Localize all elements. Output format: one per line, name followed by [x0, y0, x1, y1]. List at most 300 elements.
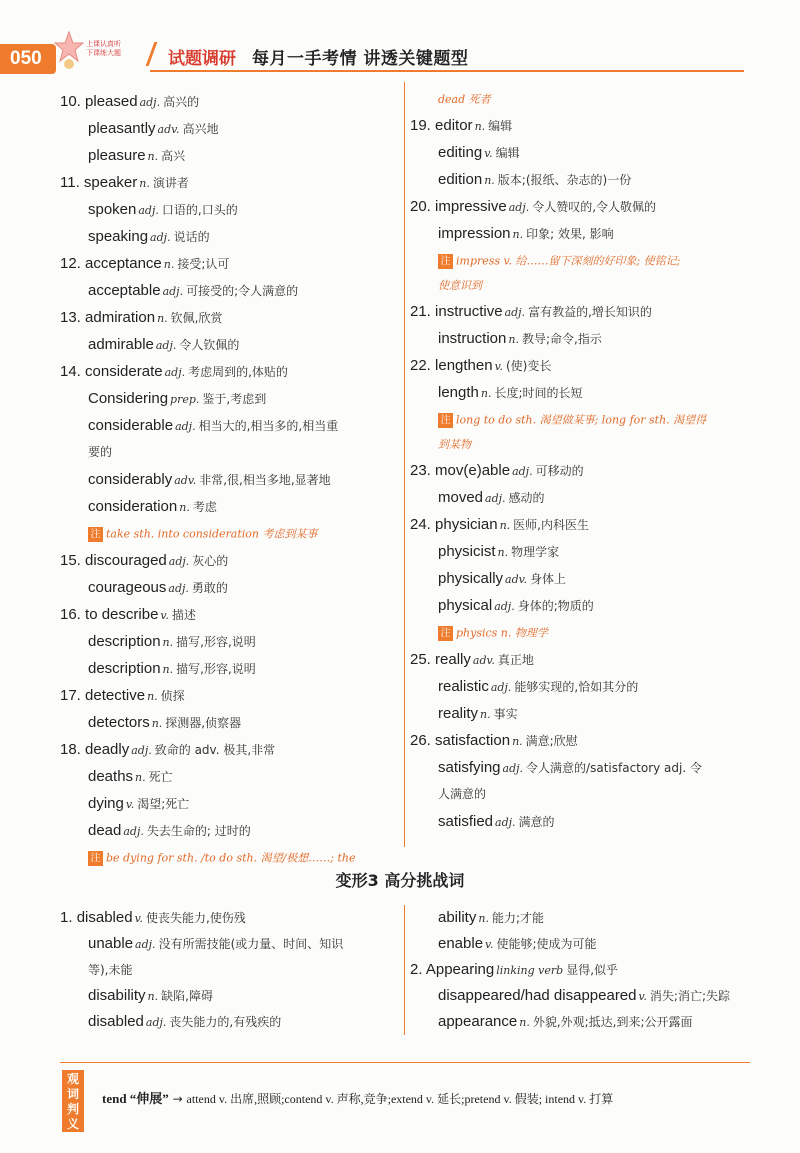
vocab-word: ability: [438, 909, 477, 926]
entry-line: [60, 385, 400, 412]
part-of-speech: linking verb: [496, 964, 564, 977]
right-column: [410, 88, 770, 835]
part-of-speech: n.: [480, 387, 492, 400]
part-of-speech: n.: [139, 177, 150, 190]
part-of-speech: v.: [638, 990, 647, 1003]
entry-line: [410, 457, 770, 484]
vocab-word: pleased: [85, 93, 138, 110]
vocab-word: to describe: [85, 606, 159, 623]
note-text: be dying for sth. /to do sth. 渴望/极想……; the: [106, 851, 356, 865]
entry-line: [410, 565, 770, 592]
usage-note-continued: 使意识到: [438, 279, 482, 292]
note-text: impress v. 给……留下深刻的好印象; 使铭记;: [456, 254, 681, 268]
part-of-speech: v.: [125, 798, 135, 811]
usage-note: [60, 520, 400, 547]
column-divider: [404, 82, 405, 847]
definition: 版本;(报纸、杂志的)一份: [497, 173, 632, 187]
entry-line: [60, 142, 400, 169]
vocab-word: disabled: [88, 1013, 144, 1030]
usage-note-continued: dead 死者: [438, 93, 491, 106]
footer-derivations: attend v. 出席,照顾;contend v. 声称,竞争;extend v. 延长;pretend v. 假装; intend v. 打算: [186, 1092, 614, 1106]
vocab-entry: [60, 905, 400, 1035]
part-of-speech: adj.: [164, 366, 186, 379]
entry-number: 22.: [410, 357, 436, 374]
definition: 能够实现的,恰如其分的: [514, 680, 639, 694]
footer-root: tend “伸展”: [102, 1091, 169, 1106]
vocab-word: speaking: [88, 228, 149, 245]
entry-line: [410, 754, 770, 781]
definition: 相当大的,相当多的,相当重: [198, 419, 339, 433]
vocab-entry: [60, 601, 400, 682]
definition: 事实: [493, 707, 518, 721]
vocab-word: length: [438, 384, 479, 401]
entry-line: [60, 169, 400, 196]
vocab-word: pleasantly: [88, 120, 156, 137]
part-of-speech: n.: [147, 990, 159, 1003]
part-of-speech: n.: [478, 912, 489, 925]
definition: 非常,很,相当多地,显著地: [199, 473, 331, 487]
vocab-word: reality: [438, 705, 479, 722]
vocab-word: acceptable: [88, 282, 161, 299]
definition: 钦佩,欣赏: [170, 311, 223, 325]
entry-line: [410, 538, 770, 565]
entry-line: [60, 277, 400, 304]
definition: 演讲者: [152, 176, 189, 190]
vocab-entry: [410, 727, 770, 835]
vocab-word: dying: [88, 795, 124, 812]
definition: 长度;时间的长短: [494, 386, 583, 400]
footer-text: [102, 1088, 613, 1107]
vocab-entry: [60, 304, 400, 358]
part-of-speech: v.: [160, 609, 169, 622]
entry-number: 20.: [410, 198, 436, 215]
part-of-speech: n.: [497, 546, 509, 559]
definition: 编辑: [488, 119, 513, 133]
definition: 可移动的: [535, 464, 584, 478]
entry-line: [60, 709, 400, 736]
entry-line: [410, 325, 770, 352]
entry-line: [410, 931, 770, 957]
definition: 真正地: [497, 653, 534, 667]
definition: 探测器,侦察器: [165, 716, 242, 730]
vocab-entry: [410, 352, 770, 457]
vocab-word: description: [88, 660, 161, 677]
entry-line: [60, 250, 400, 277]
entry-line: [60, 601, 400, 628]
vocab-entry: [410, 905, 770, 1035]
entry-line: [60, 905, 400, 931]
note-tag-icon: 注: [88, 851, 103, 866]
page-header: [0, 0, 800, 72]
entry-line: [410, 646, 770, 673]
definition: 描写,形容,说明: [176, 662, 256, 676]
part-of-speech: n.: [474, 120, 486, 133]
vocab-word: satisfied: [438, 813, 494, 830]
definition: 身体的;物质的: [517, 599, 594, 613]
entry-number: 14.: [60, 363, 86, 380]
definition: 满意的: [518, 815, 555, 829]
vocab-word: enable: [438, 935, 484, 952]
entry-line: [60, 1009, 400, 1035]
usage-note-continued: 到某物: [438, 438, 471, 451]
definition: 要的: [88, 445, 113, 459]
entry-number: 23.: [410, 462, 436, 479]
entry-number: 24.: [410, 516, 436, 533]
entry-number: 21.: [410, 303, 436, 320]
entry-line-continued: [60, 957, 400, 983]
definition: 灰心的: [192, 554, 229, 568]
entry-line: [410, 700, 770, 727]
part-of-speech: adj.: [168, 555, 190, 568]
definition: 可接受的;令人满意的: [186, 284, 299, 298]
left-column-lower: [60, 905, 400, 1035]
vocab-word: considerably: [88, 471, 173, 488]
vocab-word: satisfaction: [435, 732, 511, 749]
vocab-word: instructive: [435, 303, 503, 320]
definition: 考虑周到的,体贴的: [188, 365, 288, 379]
entry-number: 2.: [410, 961, 426, 978]
entry-line: [410, 905, 770, 931]
entry-number: 19.: [410, 117, 436, 134]
definition: 渴望;死亡: [137, 797, 190, 811]
entry-number: 13.: [60, 309, 86, 326]
vocab-word: description: [88, 633, 161, 650]
entry-line: [410, 727, 770, 754]
part-of-speech: n.: [499, 519, 511, 532]
part-of-speech: n.: [162, 636, 174, 649]
entry-line: [410, 139, 770, 166]
footer-arrow: →: [172, 1092, 183, 1106]
definition: 感动的: [508, 491, 545, 505]
vocab-entry: [60, 88, 400, 169]
vocab-word: moved: [438, 489, 484, 506]
part-of-speech: adj.: [485, 492, 506, 505]
footer-badge: 观词判义: [62, 1070, 84, 1132]
entry-number: 25.: [410, 651, 436, 668]
part-of-speech: adj.: [131, 744, 152, 757]
vocab-word: dead: [88, 822, 122, 839]
part-of-speech: adj.: [508, 201, 530, 214]
note-tag-icon: 注: [438, 413, 453, 428]
right-column-lower: [410, 905, 770, 1035]
part-of-speech: adj.: [123, 825, 144, 838]
part-of-speech: n.: [484, 174, 495, 187]
part-of-speech: adj.: [168, 582, 189, 595]
part-of-speech: adj.: [502, 762, 524, 775]
vocab-entry: [60, 736, 400, 871]
vocab-word: deaths: [88, 768, 134, 785]
vocab-word: Considering: [88, 390, 169, 407]
definition: 高兴的: [163, 95, 200, 109]
definition: 接受;认可: [177, 257, 230, 271]
note-tag-icon: 注: [438, 626, 453, 641]
part-of-speech: adj.: [504, 306, 526, 319]
definition: 丧失能力的,有残疾的: [169, 1015, 282, 1029]
part-of-speech: adj.: [512, 465, 533, 478]
entry-line: [410, 957, 770, 983]
note-tag-icon: 注: [88, 527, 103, 542]
vocab-entry: [60, 547, 400, 601]
definition: 令人满意的/satisfactory adj. 令: [526, 761, 702, 775]
entry-line: [60, 763, 400, 790]
definition: 失去生命的; 过时的: [146, 824, 251, 838]
part-of-speech: n.: [480, 708, 491, 721]
part-of-speech: n.: [162, 663, 174, 676]
entry-line: [410, 592, 770, 619]
entry-line: [410, 1009, 770, 1035]
part-of-speech: n.: [519, 1016, 530, 1029]
vocab-word: consideration: [88, 498, 178, 515]
vocab-entry: [410, 112, 770, 193]
vocab-word: mov(e)able: [435, 462, 511, 479]
left-column: [60, 88, 400, 871]
definition: 缺陷,障碍: [161, 989, 213, 1003]
vocab-word: admiration: [85, 309, 156, 326]
part-of-speech: adj.: [162, 285, 184, 298]
part-of-speech: adj.: [138, 204, 159, 217]
part-of-speech: n.: [151, 717, 163, 730]
definition: 教导;命令,指示: [521, 332, 602, 346]
definition: 致命的 adv. 极其,非常: [154, 743, 276, 757]
part-of-speech: n.: [163, 258, 175, 271]
part-of-speech: prep.: [170, 393, 200, 406]
part-of-speech: adj.: [150, 231, 171, 244]
entry-line: [60, 304, 400, 331]
entry-number: 10.: [60, 93, 86, 110]
part-of-speech: n.: [512, 735, 523, 748]
part-of-speech: adj.: [175, 420, 196, 433]
vocab-entry: [60, 358, 400, 547]
definition: 勇敢的: [191, 581, 228, 595]
definition: 消失;消亡;失踪: [649, 989, 730, 1003]
vocab-entry: [410, 193, 770, 298]
vocab-word: courageous: [88, 579, 167, 596]
definition: 高兴: [161, 149, 186, 163]
definition: 印象; 效果, 影响: [526, 227, 614, 241]
vocab-word: really: [435, 651, 471, 668]
entry-number: 18.: [60, 741, 86, 758]
vocab-word: impressive: [435, 198, 507, 215]
definition: 侦探: [160, 689, 185, 703]
definition: 描述: [171, 608, 196, 622]
entry-line: [60, 736, 400, 763]
entry-line: [60, 655, 400, 682]
definition: 身体上: [530, 572, 567, 586]
entry-line: [410, 484, 770, 511]
entry-number: 12.: [60, 255, 86, 272]
entry-line: [60, 223, 400, 250]
entry-number: 1.: [60, 909, 77, 926]
definition: 外貌,外观;抵达,到来;公开露面: [532, 1015, 693, 1029]
definition: 医师,内科医生: [513, 518, 589, 532]
part-of-speech: v.: [134, 912, 143, 925]
header-slogan: 上课认真听 下课练大题: [86, 40, 121, 57]
definition: 使丧失能力,使伤残: [145, 911, 246, 925]
entry-line: [410, 808, 770, 835]
entry-line: [410, 673, 770, 700]
entry-line: [60, 331, 400, 358]
usage-note: [410, 247, 770, 274]
vocab-word: lengthen: [435, 357, 493, 374]
entry-number: 15.: [60, 552, 86, 569]
note-tag-icon: 注: [438, 254, 453, 269]
definition: 使能够;使成为可能: [496, 937, 597, 951]
note-text: long to do sth. 渴望做某事; long for sth. 渴望得: [456, 413, 707, 427]
vocab-word: satisfying: [438, 759, 501, 776]
vocab-word: spoken: [88, 201, 137, 218]
vocab-word: physicist: [438, 543, 496, 560]
vocab-word: physician: [435, 516, 498, 533]
entry-line: [410, 379, 770, 406]
definition: 能力;才能: [491, 911, 544, 925]
definition: 满意;欣慰: [525, 734, 578, 748]
entry-line-continued: [410, 781, 770, 808]
vocab-word: editor: [435, 117, 473, 134]
definition: 描写,形容,说明: [176, 635, 256, 649]
definition: 鉴于,考虑到: [202, 392, 267, 406]
entry-line-continued: [60, 439, 400, 466]
part-of-speech: adj.: [490, 681, 512, 694]
definition: 人满意的: [438, 787, 487, 801]
part-of-speech: adj.: [494, 600, 515, 613]
footer-rule: [60, 1062, 750, 1063]
entry-line: [60, 412, 400, 439]
vocab-entry: [410, 511, 770, 646]
part-of-speech: adj.: [145, 1016, 167, 1029]
definition: 显得,似乎: [566, 963, 619, 977]
entry-line: [410, 983, 770, 1009]
vocab-entry: [60, 250, 400, 304]
part-of-speech: adv.: [505, 573, 528, 586]
entry-line: [410, 220, 770, 247]
entry-number: 16.: [60, 606, 86, 623]
entry-line: [60, 628, 400, 655]
vocab-entry: [410, 646, 770, 727]
vocab-entry: [410, 457, 770, 511]
entry-line: [60, 493, 400, 520]
vocab-word: discouraged: [85, 552, 167, 569]
usage-note: [410, 406, 770, 433]
vocab-entry: [410, 298, 770, 352]
vocab-word: editing: [438, 144, 483, 161]
part-of-speech: n.: [179, 501, 190, 514]
part-of-speech: v.: [494, 360, 503, 373]
entry-line: [60, 817, 400, 844]
section-title: 变形3 高分挑战词: [335, 871, 465, 890]
entry-line: [60, 196, 400, 223]
header-title: 试题调研: [168, 49, 236, 69]
part-of-speech: adv.: [472, 654, 495, 667]
entry-number: 26.: [410, 732, 436, 749]
entry-line: [60, 574, 400, 601]
mascot-icon: [54, 30, 84, 70]
definition: 令人赞叹的,令人敬佩的: [532, 200, 657, 214]
entry-line: [60, 88, 400, 115]
usage-note: [60, 844, 400, 871]
vocab-entry: [60, 169, 400, 250]
vocab-word: acceptance: [85, 255, 162, 272]
definition: 高兴地: [182, 122, 219, 136]
header-divider: [146, 42, 169, 66]
definition: 考虑: [192, 500, 217, 514]
entry-line: [60, 466, 400, 493]
definition: 令人钦佩的: [179, 338, 240, 352]
vocab-word: realistic: [438, 678, 489, 695]
usage-note: [410, 619, 770, 646]
part-of-speech: n.: [512, 228, 524, 241]
definition: 编辑: [495, 146, 520, 160]
vocab-word: unable: [88, 935, 134, 952]
header-subtitle: 每月一手考情 讲透关键题型: [252, 49, 469, 69]
vocab-word: edition: [438, 171, 483, 188]
part-of-speech: adj.: [139, 96, 161, 109]
part-of-speech: n.: [147, 690, 158, 703]
part-of-speech: n.: [135, 771, 146, 784]
definition: 富有教益的,增长知识的: [528, 305, 652, 319]
part-of-speech: adj.: [135, 938, 156, 951]
definition: (使)变长: [506, 359, 552, 373]
vocab-entry: [60, 682, 400, 736]
header-rule: [150, 70, 744, 72]
entry-line: [60, 682, 400, 709]
part-of-speech: n.: [508, 333, 519, 346]
vocab-word: disability: [88, 987, 146, 1004]
vocab-word: admirable: [88, 336, 154, 353]
vocab-word: disappeared/had disappeared: [438, 987, 637, 1004]
entry-line: [410, 193, 770, 220]
vocab-word: considerable: [88, 417, 174, 434]
entry-line: [410, 511, 770, 538]
vocab-word: speaker: [83, 174, 138, 191]
part-of-speech: adj.: [495, 816, 516, 829]
entry-line: [410, 298, 770, 325]
part-of-speech: adj.: [155, 339, 177, 352]
vocab-word: disabled: [76, 909, 133, 926]
vocab-word: appearance: [438, 1013, 518, 1030]
part-of-speech: n.: [147, 150, 159, 163]
part-of-speech: n.: [157, 312, 168, 325]
definition: 没有所需技能(或力量、时间、知识: [158, 937, 344, 951]
page-number: 050: [0, 44, 56, 74]
vocab-entry: [410, 88, 770, 112]
vocab-word: Appearing: [425, 961, 495, 978]
note-text: take sth. into consideration 考虑到某事: [106, 527, 318, 541]
definition: 说话的: [173, 230, 210, 244]
vocab-word: considerate: [85, 363, 163, 380]
entry-line: [60, 358, 400, 385]
entry-number: 11.: [60, 174, 84, 191]
entry-line: [410, 352, 770, 379]
note-text: physics n. 物理学: [456, 626, 548, 640]
part-of-speech: v.: [485, 938, 494, 951]
entry-line: [60, 983, 400, 1009]
entry-line: [60, 790, 400, 817]
vocab-word: detectors: [88, 714, 150, 731]
vocab-word: pleasure: [88, 147, 146, 164]
entry-line: [410, 166, 770, 193]
vocab-word: physical: [438, 597, 493, 614]
vocab-word: impression: [438, 225, 511, 242]
entry-line: [60, 547, 400, 574]
definition: 死亡: [148, 770, 173, 784]
part-of-speech: adv.: [174, 474, 197, 487]
vocab-word: deadly: [85, 741, 130, 758]
vocab-word: physically: [438, 570, 504, 587]
part-of-speech: v.: [484, 147, 493, 160]
definition: 物理学家: [511, 545, 560, 559]
definition: 口语的,口头的: [161, 203, 238, 217]
entry-line: [60, 115, 400, 142]
